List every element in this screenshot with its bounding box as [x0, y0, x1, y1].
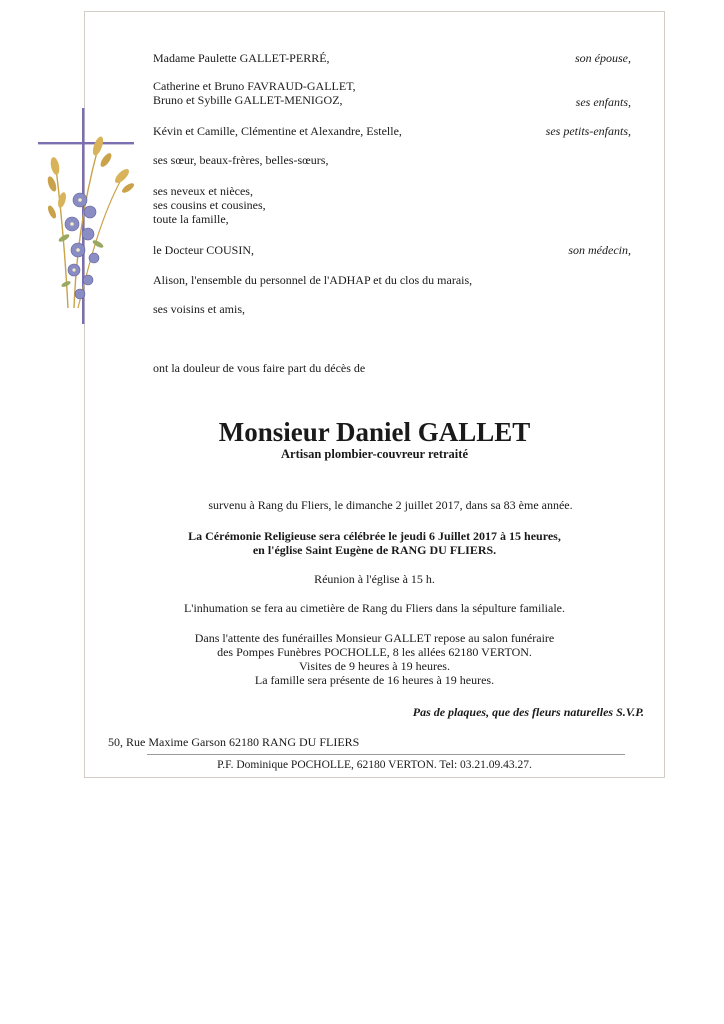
family-all-text: toute la famille, — [153, 212, 229, 226]
grandchildren-role: ses petits-enfants, — [545, 124, 631, 138]
visits-text: Visites de 9 heures à 19 heures. — [299, 659, 450, 673]
grandchildren-names: Kévin et Camille, Clémentine et Alexandre, Estelle, — [153, 124, 402, 138]
neighbors-text: ses voisins et amis, — [153, 302, 245, 316]
ceremony-line-2: en l'église Saint Eugène de RANG DU FLIERS. — [252, 543, 497, 557]
doctor-role: son médecin, — [568, 243, 631, 257]
doctor-name: le Docteur COUSIN, — [153, 243, 254, 257]
children-role: ses enfants, — [575, 95, 631, 109]
nephews-text: ses neveux et nièces, — [153, 184, 253, 198]
family-row-children — [153, 79, 631, 107]
burial-text: L'inhumation se fera au cimetière de Rang du Fliers dans la sépulture familiale. — [183, 601, 566, 615]
footer-text: P.F. Dominique POCHOLLE, 62180 VERTON. Tel: 03.21.09.43.27. — [217, 759, 532, 771]
funeral-home-line-1: Dans l'attente des funérailles Monsieur GALLET repose au salon funéraire — [194, 631, 555, 645]
address-text: 50, Rue Maxime Garson 62180 RANG DU FLIERS — [108, 735, 360, 749]
closing-note: Pas de plaques, que des fleurs naturelles S.V.P. — [412, 705, 644, 719]
footer-divider — [147, 754, 625, 755]
cross-and-flowers-icon — [38, 108, 134, 324]
deceased-name: Monsieur Daniel GALLET — [218, 417, 531, 447]
spouse-role: son épouse, — [575, 51, 631, 65]
family-present-text: La famille sera présente de 16 heures à 19 heures. — [254, 673, 495, 687]
siblings-text: ses sœur, beaux-frères, belles-sœurs, — [153, 153, 329, 167]
staff-text: Alison, l'ensemble du personnel de l'ADHAP et du clos du marais, — [153, 273, 473, 287]
children-line-2: Bruno et Sybille GALLET-MENIGOZ, — [153, 93, 343, 107]
cousins-text: ses cousins et cousines, — [153, 198, 266, 212]
children-line-1: Catherine et Bruno FAVRAUD-GALLET, — [153, 79, 356, 93]
ceremony-line-1: La Cérémonie Religieuse sera célébrée le jeudi 6 Juillet 2017 à 15 heures, — [188, 529, 561, 543]
death-details: survenu à Rang du Fliers, le dimanche 2 juillet 2017, dans sa 83 ème année. — [208, 498, 573, 512]
spouse-name: Madame Paulette GALLET-PERRÉ, — [153, 51, 330, 65]
funeral-home-line-2: des Pompes Funèbres POCHOLLE, 8 les allées 62180 VERTON. — [217, 645, 532, 659]
deceased-title: Artisan plombier-couvreur retraité — [281, 447, 468, 461]
announcement-text: ont la douleur de vous faire part du décès de — [153, 361, 366, 375]
meeting-text: Réunion à l'église à 15 h. — [314, 572, 435, 586]
